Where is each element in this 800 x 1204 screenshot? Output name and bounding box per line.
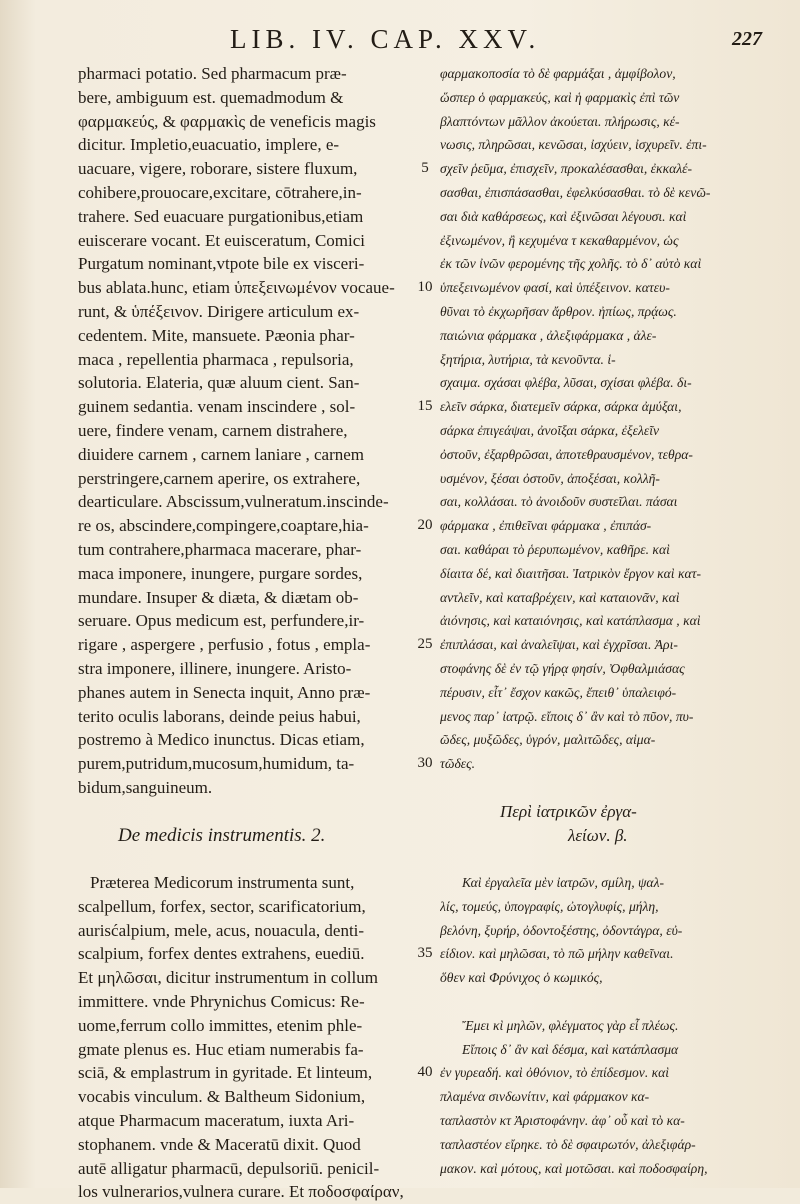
greek-line: βλαπτόντων μᾶλλον ἀκούεται. πλήρωσις, κέ- [440, 113, 680, 129]
page-number: 227 [732, 28, 762, 50]
greek-line: ὅθεν καὶ Φρύνιχος ὁ κωμικός, [440, 970, 603, 986]
line-number: 40 [417, 1064, 433, 1081]
latin-line: stophanem. vnde & Maceratū dixit. Quod [78, 1134, 361, 1154]
section-title-greek-cont: λείων. β. [568, 825, 628, 845]
greek-line: βελόνη, ξυρήρ, ὀδοντοξέστης, ὀδοντάγρα, εὐ- [440, 922, 683, 938]
latin-line: runt, & ὑπέξεινον. Dirigere articulum ex- [78, 301, 360, 321]
latin-line: seruare. Opus medicum est, perfundere,ir- [78, 611, 365, 631]
greek-line: είδιον. καὶ μηλῶσαι, τὸ πῶ μήλην καθεῖναι. [440, 946, 674, 962]
greek-line: ὑπεξεινωμένον φασί, καὶ ὑπέξεινον. κατευ- [440, 280, 670, 296]
greek-line: σαι διὰ καθάρσεως, καὶ ἐξινῶσαι λέγουσι. καὶ [440, 208, 687, 224]
latin-line: postremo à Medico inunctus. Dicas etiam, [78, 730, 365, 750]
line-number: 25 [417, 636, 433, 653]
greek-line: ταπλαστὸν κτ Ἀριστοφάνην. ἀφ᾽ οὗ καὶ τὸ κα- [440, 1113, 685, 1129]
greek-line: αντλεῖν, καὶ καταβρέχειν, καὶ καταιονᾶν, καὶ [440, 589, 680, 605]
greek-line: ὥσπερ ὁ φαρμακεύς, καὶ ἡ φαρμακὶς ἐπὶ τῶν [440, 89, 680, 105]
greek-line: σάρκα ἐπιγεάψαι, ἀνοῖξαι σάρκα, ἐξελεῖν [440, 422, 660, 438]
latin-line: los vulnerarios,vulnera curare. Et ποδοσφαίραν, [78, 1182, 404, 1202]
latin-line: stra imponere, illinere, inungere. Aristo- [78, 658, 352, 678]
latin-line: maca , repellentia pharmaca , repulsoria, [78, 349, 354, 369]
latin-line: uere, findere venam, carnem distrahere, [78, 420, 348, 440]
line-number: 5 [421, 160, 429, 177]
latin-line: tum contrahere,pharmaca macerare, phar- [78, 539, 362, 559]
greek-line: θῦναι τὸ ἐκχωρῆσαν ἄρθρον. ἠπίως, πρᾴως. [440, 303, 677, 319]
latin-line: euiscerare vocant. Et euisceratum, Comici [78, 230, 365, 250]
latin-line: immittere. vnde Phrynichus Comicus: Re- [78, 992, 365, 1012]
greek-column [440, 62, 770, 1180]
section-title-latin: De medicis instrumentis. 2. [118, 824, 326, 846]
latin-line: cedentem. Mite, mansuete. Pæonia phar- [78, 325, 355, 345]
latin-line: dearticulare. Abscissum,vulneratum.inscinde- [78, 492, 389, 512]
greek-line: φαρμακοποσία τὸ δὲ φαρμάξαι , ἀμφίβολον, [440, 66, 676, 81]
latin-line: scalpellum, forfex, sector, scarificatorium, [78, 896, 366, 916]
greek-line: τῶδες. [440, 756, 476, 772]
latin-line: perstringere,carnem aperire, os extrahere, [78, 468, 361, 488]
greek-line: παιώνια φάρμακα , ἀλεξιφάρμακα , ἀλε- [440, 327, 657, 343]
greek-line: σαι, κολλάσαι. τὸ ἀνοιδοῦν συστεῖλαι. πάσαι [440, 494, 678, 510]
latin-line: φαρμακεύς, & φαρμακὶς de veneficis magis [78, 111, 376, 131]
greek-line: σχεῖν ῥεῦμα, ἐπισχεῖν, προκαλέσασθαι, ἐκκαλέ- [440, 161, 692, 177]
latin-line: solutoria. Elateria, quæ aluum cient. San- [78, 373, 360, 393]
greek-line: πλαμένα σινδωνίτιν, καὶ φάρμακον κα- [440, 1089, 650, 1105]
greek-line: ῶδες, μυξῶδες, ὑγρόν, μαλιτῶδες, αἱμα- [440, 732, 656, 748]
latin-line: autē alligatur pharmacū, depulsoriū. penicil- [78, 1158, 380, 1178]
latin-line: phanes autem in Senecta inquit, Anno præ- [78, 682, 371, 702]
greek-line: φάρμακα , ἐπιθεῖναι φάρμακα , ἐπιπάσ- [440, 518, 652, 534]
latin-line: bidum,sanguineum. [78, 777, 213, 797]
line-number: 20 [417, 517, 433, 534]
greek-line: ταπλαστέον εἴρηκε. τὸ δὲ σφαιρωτόν, ἀλεξιφάρ- [440, 1136, 696, 1152]
greek-line: ἐν γυρεαδή. καὶ ὀθόνιον, τὸ ἐπίδεσμον. καὶ [440, 1065, 670, 1081]
latin-line: cohibere,prouocare,excitare, cōtrahere,in- [78, 182, 362, 202]
latin-line: scalpium, forfex dentes extrahens, euediū. [78, 944, 365, 964]
greek-line [440, 990, 770, 1014]
latin-line: Et μηλῶσαι, dicitur instrumentum in collum [78, 968, 378, 988]
latin-line: vocabis vinculum. & Baltheum Sidonium, [78, 1087, 366, 1107]
latin-line: uome,ferrum collo immittes, etenim phle- [78, 1015, 363, 1035]
line-number-gutter [410, 62, 440, 1085]
latin-line: mundare. Insuper & diæta, & diætam ob- [78, 587, 359, 607]
latin-line: atque Pharmacum maceratum, iuxta Ari- [78, 1111, 355, 1131]
greek-line: μενος παρ᾽ ἰατρῷ. εἴποις δ᾽ ἂν καὶ τὸ πῦον, πυ- [440, 708, 694, 724]
greek-line: πέρυσιν, εἶτ᾽ ἔσχον κακῶς, ἔπειθ᾽ ὑπαλειφό- [440, 684, 677, 700]
greek-line: δίαιτα δέ, καὶ διαιτῆσαι. Ἰατρικὸν ἔργον καὶ κατ- [440, 565, 702, 581]
line-number: 15 [417, 398, 433, 415]
latin-line: maca imponere, inungere, purgare sordes, [78, 563, 363, 583]
greek-line: μακον. καὶ μότους, καὶ μοτῶσαι. καὶ ποδοσφαίρη, [440, 1160, 708, 1176]
greek-line: Καὶ ἐργαλεῖα μὲν ἰατρῶν, σμίλη, ψαλ- [462, 875, 664, 891]
latin-line: gmate plenus es. Huc etiam numerabis fa- [78, 1039, 364, 1059]
greek-line: ἐξινωμένον, ἢ κεχυμένα τ κεκαθαρμένον, ὡς [440, 232, 679, 248]
page-header [0, 22, 800, 62]
greek-line: ἐπιπλάσαι, καὶ ἀναλεῖψαι, καὶ ἐγχρῖσαι. Ἀρι- [440, 637, 678, 653]
greek-line: ξητήρια, λυτήρια, τὰ κενοῦντα. ἱ- [440, 351, 616, 367]
greek-line: στοφάνης δὲ ἐν τῷ γήρᾳ φησίν, Ὀφθαλμιάσας [440, 660, 685, 676]
greek-verse: Ἔμει κὶ μηλῶν, φλέγματος γὰρ εἶ πλέως. [462, 1017, 679, 1033]
latin-line: Purgatum nominant,vtpote bile ex visceri- [78, 254, 365, 274]
greek-line: σασθαι, ἐπισπάσασθαι, ἐφελκύσασθαι. τὸ δὲ κενῶ- [440, 184, 711, 200]
latin-line: diuidere carnem , carnem laniare , carnem [78, 444, 365, 464]
line-number: 35 [417, 945, 433, 962]
greek-line: λίς, τομεύς, ὑπογραφίς, ὠτογλυφίς, μήλη, [440, 898, 659, 914]
greek-line: ἐκ τῶν ἰνῶν φερομένης τῆς χολῆς. τὸ δ᾽ αὐτὸ καὶ [440, 256, 702, 272]
latin-line [78, 847, 408, 871]
latin-line: guinem sedantia. venam inscindere , sol- [78, 397, 356, 417]
greek-line: υσμένον, ξέσαι ὀστοῦν, ἀποξέσαι, κολλῆ- [440, 470, 660, 486]
line-number: 10 [417, 279, 433, 296]
line-number: 30 [417, 755, 433, 772]
latin-line: sciā, & emplastrum in gyritade. Et linteum, [78, 1063, 373, 1083]
greek-line: ελεῖν σάρκα, διατεμεῖν σάρκα, σάρκα ἀμύξαι, [440, 399, 682, 415]
latin-line: rigare , aspergere , perfusio , fotus , empla- [78, 635, 371, 655]
latin-line [78, 800, 408, 824]
greek-line: ἀιόνησις, καὶ καταιόνησις, καὶ κατάπλασμα , καὶ [440, 613, 701, 629]
greek-line: νωσις, πληρῶσαι, κενῶσαι, ἰσχύειν, ἰσχυρεῖν. ἐπι- [440, 137, 707, 153]
latin-line: terito oculis laborans, deinde peius habui, [78, 706, 361, 726]
section-title-greek: Περὶ ἰατρικῶν ἐργα- [500, 801, 637, 821]
greek-line: ὀστοῦν, ἐξαρθρῶσαι, ἀποτεθραυσμένον, τεθρα- [440, 446, 693, 462]
latin-line: pharmaci potatio. Sed pharmacum præ- [78, 64, 347, 83]
latin-line: bere, ambiguum est. quemadmodum & [78, 87, 344, 107]
latin-line: re os, abscindere,compingere,coaptare,hia- [78, 516, 369, 536]
greek-line: Εἴποις δ᾽ ἂν καὶ δέσμα, καὶ κατάπλασμα [462, 1041, 679, 1057]
latin-line: uacuare, vigere, roborare, sistere fluxum, [78, 159, 358, 179]
greek-line: σαι. καθάραι τὸ ῥερυπωμένον, καθῆρε. καὶ [440, 541, 670, 557]
latin-line: dicitur. Impletio,euacuatio, implere, e- [78, 135, 340, 155]
latin-line: aurisćalpium, mele, acus, nouacula, denti- [78, 920, 365, 940]
greek-line [440, 847, 770, 871]
latin-line: trahere. Sed euacuare purgationibus,etiam [78, 206, 364, 226]
latin-line: Præterea Medicorum instrumenta sunt, [90, 873, 355, 893]
greek-line: σχαιμα. σχάσαι φλέβα, λῦσαι, σχίσαι φλέβα. δι- [440, 375, 692, 391]
running-head: LIB. IV. CAP. XXV. [230, 24, 541, 54]
latin-column [78, 62, 408, 1204]
latin-line: purem,putridum,mucosum,humidum, ta- [78, 754, 355, 774]
latin-line: bus ablata.hunc, etiam ὑπεξεινωμένον vocaue- [78, 278, 395, 298]
greek-line [440, 776, 770, 800]
